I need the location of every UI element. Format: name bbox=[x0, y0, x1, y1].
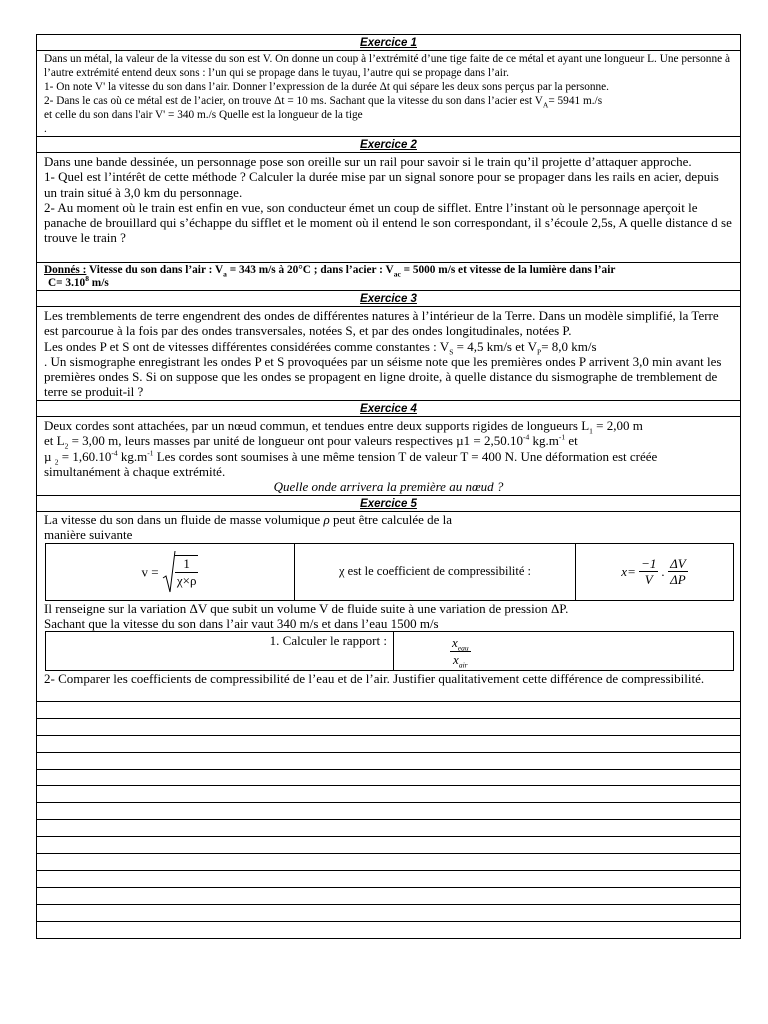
formula-table bbox=[45, 543, 734, 601]
exercise-5-intro-2: manière suivante bbox=[44, 527, 133, 543]
exercise-5-intro: La vitesse du son dans un fluide de masse volumique ρ peut être calculée de la bbox=[44, 512, 453, 527]
ratio-question-cell: 1. Calculer le rapport : bbox=[46, 632, 394, 671]
chi-definition-cell: χ est le coefficient de compressibilité : bbox=[295, 543, 576, 600]
exercise-3-speeds: Les ondes P et S ont de vitesses différentes considérées comme constantes : $V_S = 4,5$ km/s et $V_P= 8,0$ km/s bbox=[44, 338, 597, 357]
exercise-4-line-3: µ $_2 = 1,60.10^{-4}$ $kg.m^{-1}$ Les cordes sont soumises à une même tension T de valeur T = 400 N. Une déformation est créée simultanément à chaque extrémité. bbox=[44, 448, 658, 479]
exercise-5-speeds: Sachant que la vitesse du son dans l’air vaut 340 m/s et dans l’eau 1500 m/s bbox=[44, 615, 439, 631]
data-label: Donnés : bbox=[44, 264, 87, 276]
exercise-2-question-1: 1- Quel est l’intérêt de cette méthode ? Calculer la durée mise par un signal sonore pour se propager dans les rails en acier, depuis un train situé à 3,0 km du personnage. bbox=[44, 169, 719, 200]
exercise-2-paragraph: Dans une bande dessinée, un personnage pose son oreille sur un rail pour savoir si le train qu’il projette d’attaquer approche. bbox=[44, 154, 692, 169]
exercise-sheet bbox=[36, 34, 741, 939]
answer-line[interactable] bbox=[37, 770, 740, 787]
exercise-5-body bbox=[37, 512, 740, 702]
exercise-2-body bbox=[37, 153, 740, 263]
compressibility-formula-cell: x= $\frac{-1}{V}$ . $\frac{\Delta V}{\Delta P}$ bbox=[576, 543, 734, 600]
exercise-2-data: Donnés : Vitesse du son dans l’air : $V_a = 343$ m/s à 20°C ; dans l’acier : $V_{ac} = 5000$ m/s et vitesse de la lumière dans l’air $C= 3.10^8$ m/s bbox=[37, 263, 740, 291]
answer-line[interactable] bbox=[37, 837, 740, 854]
exercise-3-question: . Un sismographe enregistrant les ondes P et S provoquées par un séisme note que les premières ondes P arrivent 3,0 min avant les premières ondes S. Si on suppose que les ondes se propagent en ligne droite, à quelle distance du sismographe de tremblement de terre se produit-il ? bbox=[44, 353, 722, 400]
answer-line[interactable] bbox=[37, 786, 740, 803]
answer-line[interactable] bbox=[37, 803, 740, 820]
answer-line[interactable] bbox=[37, 736, 740, 753]
answer-line[interactable] bbox=[37, 719, 740, 736]
exercise-5-paragraph: Il renseigne sur la variation ΔV que subit un volume V de fluide suite à une variation de pression ΔP. bbox=[44, 600, 569, 616]
answer-line[interactable] bbox=[37, 753, 740, 770]
answer-line[interactable] bbox=[37, 820, 740, 837]
exercise-4-title: Exercice 4 bbox=[37, 401, 740, 417]
sqrt-formula: $\frac{1}{\chi\times\rho}$ bbox=[162, 550, 199, 594]
exercise-1-question-2: 2- Dans le cas où ce métal est de l’acier, on trouve Δt = 10 ms. Sachant que la vitesse du son dans l’acier est $V_A= 5941$ m./s bbox=[44, 95, 603, 110]
exercise-5-title: Exercice 5 bbox=[37, 496, 740, 512]
ratio-cell: $\frac{x_{eau}}{x_{air}}$ bbox=[394, 632, 734, 671]
exercise-1-paragraph: Dans un métal, la valeur de la vitesse du son est V. On donne un coup à l’extrémité d’une tige faite de ce métal et ayant une longueur L. Une personne à l’autre extrémité entend deux sons : l’un qui se propage dans le tuyau, l’autre qui se propage dans l’air. bbox=[44, 53, 730, 79]
exercise-4-line-2: et $L_2 = 3,00$ m, leurs masses par unité de longueur ont pour valeurs respectives $\mu 1 = 2,50.10^{-4}$ $kg.m^{-1}$ et bbox=[44, 432, 578, 451]
exercise-1-body bbox=[37, 51, 740, 137]
speed-formula-cell: v = $\frac{1}{\chi\times\rho}$ bbox=[46, 543, 295, 600]
exercise-3-title: Exercice 3 bbox=[37, 291, 740, 307]
exercise-3-paragraph: Les tremblements de terre engendrent des ondes de différentes natures à l’intérieur de la Terre. Dans un modèle simplifié, la Terre est parcourue à la fois par des ondes transversales, notées S, et par des ondes longitudinales, notées P. bbox=[44, 308, 719, 339]
exercise-2-question-2: 2- Au moment où le train est enfin en vue, son conducteur émet un coup de sifflet. Entre l’instant où le personnage aperçoit le panache de brouillard qui s’échappe du sifflet et le moment où il entend le son correspondant, il s’écoule 2,5s, A quelle distance d se trouve le train ? bbox=[44, 199, 732, 246]
ratio-table bbox=[45, 631, 734, 671]
answer-line[interactable] bbox=[37, 922, 740, 939]
exercise-1-title: Exercice 1 bbox=[37, 35, 740, 51]
answer-line[interactable] bbox=[37, 905, 740, 922]
exercise-5-question-2: 2- Comparer les coefficients de compressibilité de l’eau et de l’air. Justifier qualitativement cette différence de compressibilité. bbox=[44, 671, 705, 687]
answer-line[interactable] bbox=[37, 702, 740, 719]
exercise-1-question-2-cont: et celle du son dans l'air V' = 340 m./s Quelle est la longueur de la tige bbox=[44, 109, 363, 121]
exercise-1-dot: . bbox=[44, 123, 47, 135]
exercise-4-line-1: Deux cordes sont attachées, par un nœud commun, et tendues entre deux supports rigides de longueurs $L_1 = 2,00$ m bbox=[44, 418, 643, 436]
sqrt-icon bbox=[162, 550, 176, 594]
exercise-4-question: Quelle onde arrivera la première au nœud ? bbox=[273, 479, 504, 495]
answer-line[interactable] bbox=[37, 854, 740, 871]
exercise-1-question-1: 1- On note V' la vitesse du son dans l’air. Donner l’expression de la durée Δt qui sépare les deux sons perçus par la personne. bbox=[44, 81, 609, 93]
exercise-2-title: Exercice 2 bbox=[37, 137, 740, 153]
exercise-3-body bbox=[37, 307, 740, 401]
answer-line[interactable] bbox=[37, 871, 740, 888]
answer-line[interactable] bbox=[37, 888, 740, 905]
exercise-4-body bbox=[37, 417, 740, 496]
